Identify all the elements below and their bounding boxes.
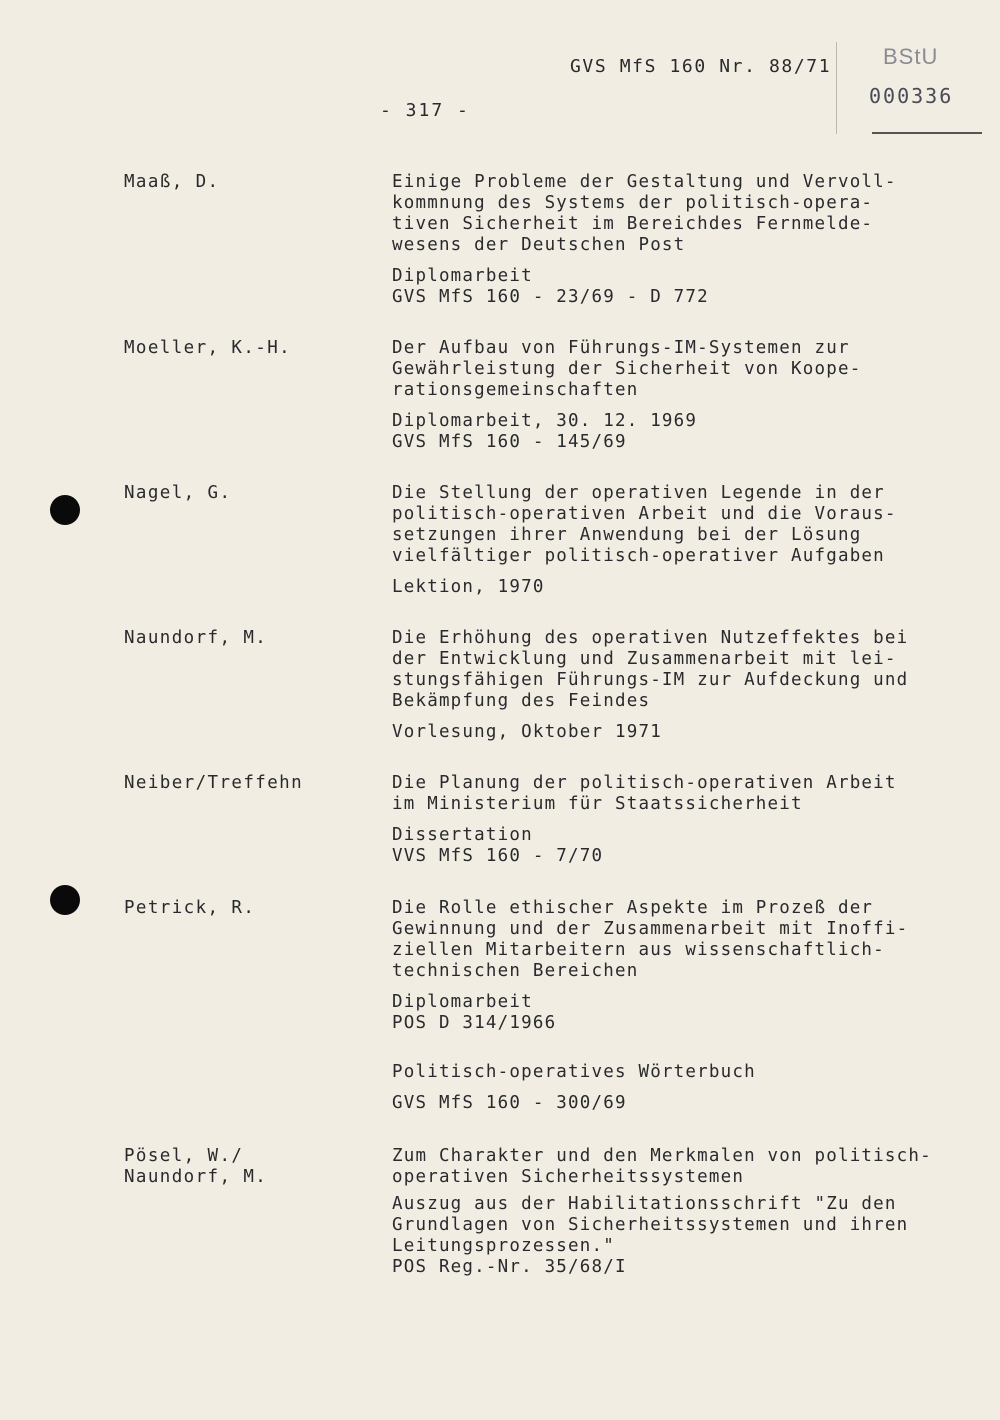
entry-author: Maaß, D.: [124, 172, 220, 192]
entry-title: Politisch-operatives Wörterbuch: [392, 1062, 756, 1082]
archive-stamp: [836, 42, 967, 134]
entry-content: [392, 338, 972, 453]
entry-reference: Auszug aus der Habilitationsschrift "Zu den Grundlagen von Sicherheitssystemen und ihren Leitungsprozessen." POS Reg.-Nr. 35/68/I: [392, 1194, 909, 1277]
entry-title: Einige Probleme der Gestaltung und Vervoll- kommnung des Systems der politisch-opera- tiven Sicherheit im Bereichdes Fernmelde- wesens der Deutschen Post: [392, 172, 897, 255]
punch-hole: [50, 885, 80, 915]
page-number: - 317 -: [380, 100, 470, 121]
entry-author: Neiber/Treffehn: [124, 773, 304, 793]
entry-content: [392, 1062, 972, 1114]
punch-hole: [50, 495, 80, 525]
entry-content: [392, 483, 972, 598]
document-reference: GVS MfS 160 Nr. 88/71: [570, 56, 832, 77]
entry-title: Die Erhöhung des operativen Nutzeffektes bei der Entwicklung und Zusammenarbeit mit lei- stungsfähigen Führungs-IM zur Aufdeckung und Bekämpfung des Feindes: [392, 628, 909, 711]
entry-reference: Diplomarbeit POS D 314/1966: [392, 992, 557, 1033]
entry-reference: Dissertation VVS MfS 160 - 7/70: [392, 825, 604, 866]
entry-reference: Diplomarbeit, 30. 12. 1969 GVS MfS 160 - 145/69: [392, 411, 698, 452]
entry-content: [392, 898, 972, 1034]
entry-author: Naundorf, M.: [124, 628, 268, 648]
entry-author: Pösel, W./ Naundorf, M.: [124, 1146, 268, 1187]
entry-content: [392, 172, 972, 308]
entry-title: Zum Charakter und den Merkmalen von politisch- operativen Sicherheitssystemen: [392, 1146, 932, 1187]
stamp-underline: [872, 132, 982, 134]
entry-reference: Diplomarbeit GVS MfS 160 - 23/69 - D 772: [392, 266, 709, 307]
entry-content: [392, 1146, 972, 1278]
entry-author: Petrick, R.: [124, 898, 256, 918]
entry-title: Die Planung der politisch-operativen Arbeit im Ministerium für Staatssicherheit: [392, 773, 897, 814]
stamp-label: BStU: [883, 44, 939, 69]
entry-content: [392, 773, 972, 867]
entry-title: Die Stellung der operativen Legende in der politisch-operativen Arbeit und die Voraus- setzungen ihrer Anwendung bei der Lösung vielfältiger politisch-operativer Aufgaben: [392, 483, 897, 566]
entry-content: [392, 628, 972, 743]
entry-author: Moeller, K.-H.: [124, 338, 292, 358]
entry-reference: Lektion, 1970: [392, 577, 545, 597]
stamp-number: 000336: [869, 84, 954, 108]
entry-reference: GVS MfS 160 - 300/69: [392, 1093, 627, 1113]
entry-title: Der Aufbau von Führungs-IM-Systemen zur Gewährleistung der Sicherheit von Koope- rationsgemeinschaften: [392, 338, 862, 400]
entry-title: Die Rolle ethischer Aspekte im Prozeß der Gewinnung und der Zusammenarbeit mit Inoffi- ziellen Mitarbeitern aus wissenschaftlich- technischen Bereichen: [392, 898, 909, 981]
entry-reference: Vorlesung, Oktober 1971: [392, 722, 662, 742]
entry-author: Nagel, G.: [124, 483, 232, 503]
